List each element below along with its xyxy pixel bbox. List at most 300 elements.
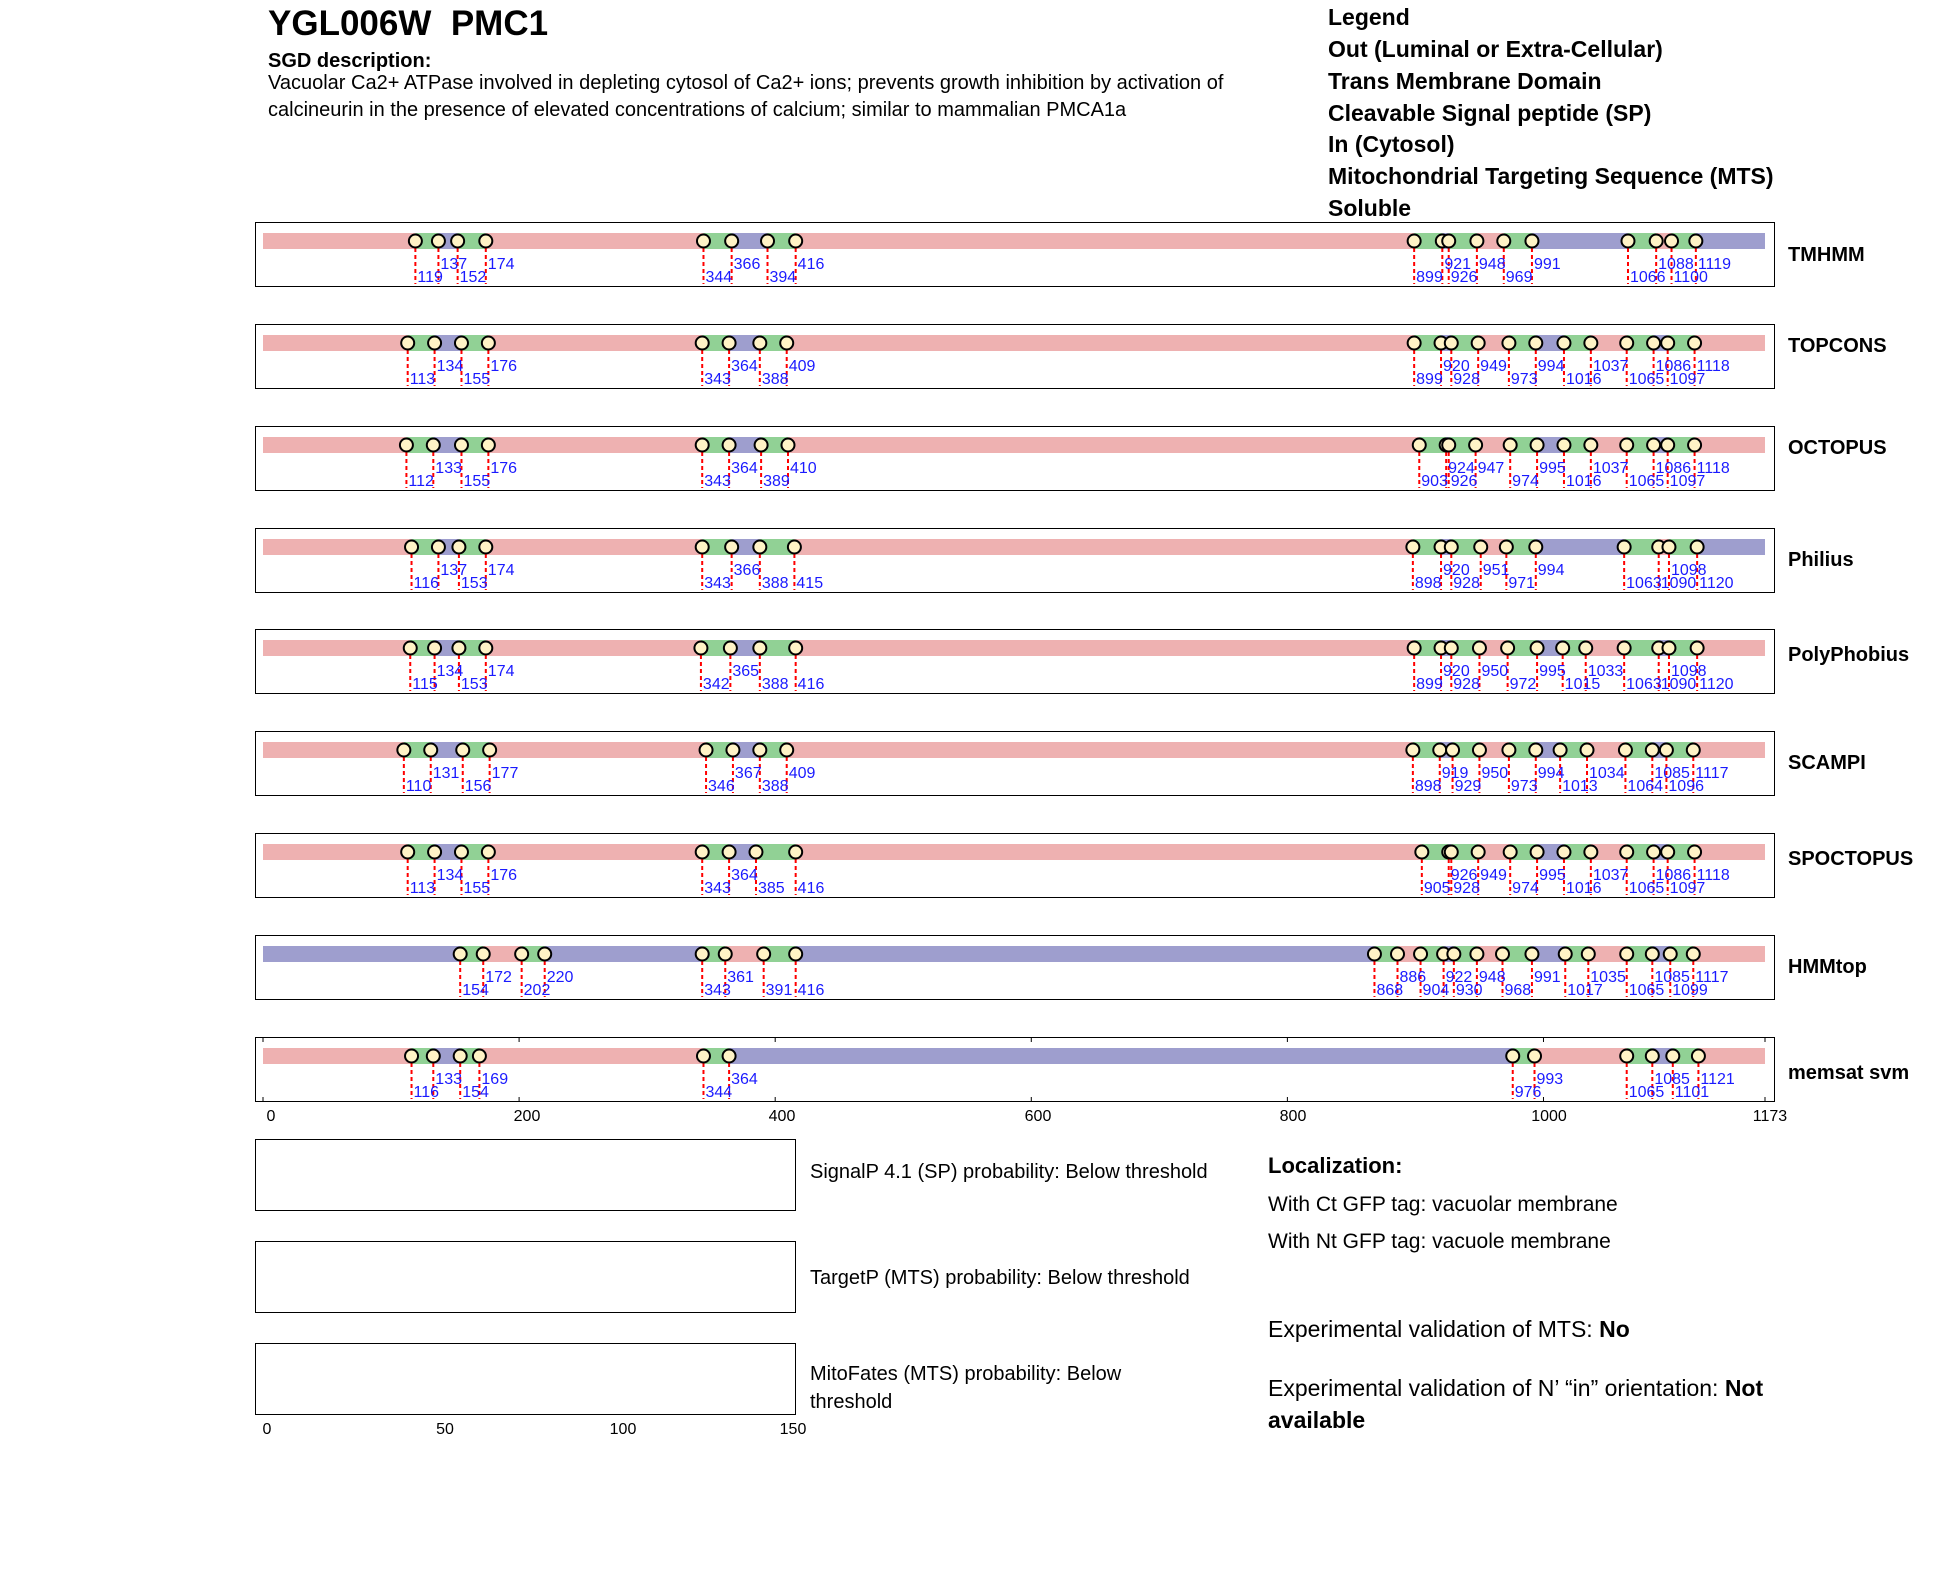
sgd-description: Vacuolar Ca2+ ATPase involved in depleting cytosol of Ca2+ ions; prevents growth inhibition by activation of calcineurin in the presence of elevated concentrations of calcium; similar to mammalian PMCA1a — [268, 72, 1224, 121]
boundary-marker — [1620, 337, 1633, 350]
boundary-marker — [479, 235, 492, 248]
boundary-marker — [1433, 744, 1446, 757]
boundary-label: 974 — [1512, 473, 1539, 490]
boundary-label: 410 — [789, 460, 817, 477]
segment-in — [788, 437, 1419, 453]
boundary-label: 409 — [788, 358, 816, 375]
boundary-label: 1090 — [1660, 575, 1697, 592]
boundary-marker — [753, 337, 766, 350]
boundary-label: 155 — [463, 473, 491, 490]
sgd-heading: SGD description: — [268, 50, 432, 72]
boundary-label: 1013 — [1562, 778, 1598, 795]
boundary-label: 134 — [436, 867, 464, 884]
boundary-label: 153 — [460, 575, 488, 592]
boundary-marker — [1531, 642, 1544, 655]
experimental-orientation-label: Experimental validation of N’ “in” orientation: — [1268, 1375, 1725, 1401]
boundary-marker — [1666, 1050, 1679, 1063]
boundary-label: 949 — [1480, 358, 1507, 375]
boundary-marker — [1691, 642, 1704, 655]
boundary-label: 928 — [1453, 676, 1480, 693]
boundary-marker — [405, 1050, 418, 1063]
boundary-label: 1121 — [1700, 1071, 1735, 1088]
boundary-label: 1097 — [1669, 371, 1706, 388]
segment-in — [486, 233, 704, 249]
boundary-marker — [1445, 846, 1458, 859]
boundary-label: 116 — [413, 1084, 440, 1101]
segment-in — [1535, 1048, 1627, 1064]
boundary-label: 928 — [1453, 880, 1480, 897]
boundary-marker — [1408, 642, 1421, 655]
boundary-label: 1065 — [1628, 880, 1665, 897]
boundary-marker — [1414, 948, 1427, 961]
boundary-label: 1086 — [1655, 867, 1692, 884]
boundary-label: 116 — [413, 575, 440, 592]
boundary-label: 388 — [761, 676, 789, 693]
signalp-plot — [255, 1139, 796, 1211]
boundary-label: 926 — [1450, 269, 1478, 286]
boundary-label: 994 — [1537, 562, 1565, 579]
boundary-label: 904 — [1422, 982, 1450, 999]
boundary-marker — [694, 642, 707, 655]
boundary-marker — [1620, 948, 1633, 961]
boundary-label: 976 — [1514, 1084, 1542, 1101]
page-title: YGL006W PMC1 — [268, 4, 549, 43]
boundary-marker — [1474, 541, 1487, 554]
boundary-marker — [1525, 948, 1538, 961]
boundary-label: 137 — [440, 562, 468, 579]
boundary-label: 174 — [487, 562, 515, 579]
boundary-marker — [723, 439, 736, 452]
segment-in — [1695, 335, 1765, 351]
boundary-label: 389 — [763, 473, 790, 490]
boundary-marker — [455, 439, 468, 452]
boundary-label: 974 — [1512, 880, 1539, 897]
boundary-marker — [456, 744, 469, 757]
boundary-marker — [726, 744, 739, 757]
boundary-marker — [1621, 235, 1634, 248]
boundary-label: 364 — [731, 867, 758, 884]
track-name-scampi: SCAMPI — [1788, 752, 1866, 774]
legend-item-sp: Cleavable Signal peptide (SP) — [1328, 100, 1652, 126]
segment-in — [796, 844, 1422, 860]
boundary-label: 361 — [727, 969, 754, 986]
boundary-marker — [1646, 1050, 1659, 1063]
segment-in — [263, 1048, 412, 1064]
boundary-marker — [1496, 948, 1509, 961]
boundary-marker — [1556, 642, 1569, 655]
boundary-label: 1118 — [1696, 460, 1730, 477]
boundary-marker — [780, 337, 793, 350]
segment-in — [787, 742, 1413, 758]
boundary-label: 973 — [1510, 778, 1538, 795]
boundary-marker — [1687, 948, 1700, 961]
boundary-marker — [1581, 744, 1594, 757]
boundary-label: 973 — [1510, 371, 1538, 388]
boundary-label: 343 — [704, 575, 731, 592]
boundary-marker — [725, 235, 738, 248]
boundary-label: 949 — [1480, 867, 1507, 884]
boundary-label: 110 — [405, 778, 432, 795]
boundary-label: 972 — [1509, 676, 1537, 693]
boundary-label: 388 — [761, 778, 789, 795]
boundary-label: 177 — [491, 765, 519, 782]
boundary-label: 169 — [481, 1071, 509, 1088]
boundary-label: 928 — [1453, 575, 1480, 592]
boundary-label: 343 — [704, 473, 731, 490]
boundary-marker — [1502, 337, 1515, 350]
boundary-label: 220 — [546, 969, 574, 986]
segment-in — [1693, 742, 1765, 758]
boundary-marker — [1445, 337, 1458, 350]
boundary-label: 112 — [408, 473, 434, 490]
segment-in — [1697, 640, 1765, 656]
boundary-label: 1085 — [1654, 765, 1690, 782]
boundary-marker — [696, 948, 709, 961]
boundary-marker — [1406, 744, 1419, 757]
boundary-marker — [452, 541, 465, 554]
segment-in — [1695, 844, 1765, 860]
boundary-marker — [1506, 1050, 1519, 1063]
boundary-marker — [1391, 948, 1404, 961]
boundary-marker — [696, 541, 709, 554]
boundary-marker — [723, 1050, 736, 1063]
boundary-marker — [1445, 541, 1458, 554]
boundary-label: 968 — [1504, 982, 1532, 999]
boundary-marker — [1650, 235, 1663, 248]
boundary-marker — [1531, 439, 1544, 452]
boundary-marker — [455, 846, 468, 859]
boundary-marker — [1406, 541, 1419, 554]
legend-item-out: Out (Luminal or Extra-Cellular) — [1328, 36, 1663, 62]
boundary-label: 994 — [1537, 765, 1565, 782]
boundary-label: 1016 — [1565, 473, 1602, 490]
boundary-marker — [1665, 235, 1678, 248]
boundary-label: 1017 — [1567, 982, 1603, 999]
boundary-marker — [1584, 846, 1597, 859]
boundary-label: 153 — [460, 676, 488, 693]
boundary-marker — [1688, 439, 1701, 452]
boundary-label: 115 — [412, 676, 438, 693]
boundary-marker — [1618, 642, 1631, 655]
boundary-marker — [452, 642, 465, 655]
boundary-marker — [454, 948, 467, 961]
boundary-marker — [723, 337, 736, 350]
legend-item-mts: Mitochondrial Targeting Sequence (MTS) — [1328, 163, 1774, 189]
segment-in — [488, 844, 702, 860]
boundary-marker — [409, 235, 422, 248]
boundary-label: 1097 — [1669, 880, 1706, 897]
boundary-label: 364 — [731, 358, 758, 375]
legend-item-in: In (Cytosol) — [1328, 131, 1455, 157]
boundary-label: 1101 — [1674, 1084, 1710, 1101]
boundary-label: 903 — [1421, 473, 1448, 490]
boundary-label: 991 — [1533, 256, 1561, 273]
boundary-marker — [1687, 744, 1700, 757]
boundary-marker — [724, 642, 737, 655]
boundary-label: 409 — [788, 765, 816, 782]
boundary-marker — [753, 744, 766, 757]
boundary-label: 391 — [765, 982, 793, 999]
boundary-marker — [538, 948, 551, 961]
boundary-label: 1117 — [1695, 765, 1729, 782]
boundary-marker — [1497, 235, 1510, 248]
boundary-label: 416 — [797, 676, 825, 693]
boundary-marker — [1646, 744, 1659, 757]
boundary-marker — [1691, 541, 1704, 554]
boundary-label: 174 — [487, 663, 515, 680]
boundary-label: 1034 — [1589, 765, 1625, 782]
boundary-marker — [696, 337, 709, 350]
boundary-label: 365 — [732, 663, 760, 680]
boundary-marker — [789, 948, 802, 961]
boundary-marker — [483, 744, 496, 757]
boundary-label: 947 — [1477, 460, 1505, 477]
boundary-label: 154 — [462, 982, 489, 999]
boundary-marker — [1688, 337, 1701, 350]
segment-in — [1693, 946, 1765, 962]
boundary-marker — [1470, 235, 1483, 248]
boundary-marker — [428, 337, 441, 350]
targetp-label: TargetP (MTS) probability: Below threshold — [810, 1267, 1190, 1289]
boundary-label: 948 — [1478, 256, 1506, 273]
boundary-label: 364 — [731, 1071, 758, 1088]
boundary-label: 995 — [1539, 460, 1566, 477]
boundary-marker — [788, 541, 801, 554]
boundary-marker — [1473, 642, 1486, 655]
boundary-label: 343 — [704, 982, 731, 999]
boundary-label: 364 — [731, 460, 758, 477]
boundary-label: 905 — [1423, 880, 1451, 897]
boundary-label: 920 — [1443, 663, 1470, 680]
boundary-label: 1098 — [1670, 663, 1707, 680]
boundary-label: 919 — [1441, 765, 1469, 782]
boundary-marker — [1618, 541, 1631, 554]
boundary-label: 154 — [462, 1084, 489, 1101]
segment-out — [263, 946, 460, 962]
boundary-marker — [1620, 439, 1633, 452]
boundary-label: 1063 — [1626, 676, 1662, 693]
boundary-marker — [780, 744, 793, 757]
track-name-polyphobius: PolyPhobius — [1788, 644, 1910, 666]
boundary-marker — [1529, 541, 1542, 554]
boundary-label: 1065 — [1628, 473, 1665, 490]
boundary-marker — [1661, 337, 1674, 350]
legend-title: Legend — [1328, 4, 1410, 30]
segment-in — [263, 844, 408, 860]
boundary-label: 1085 — [1654, 1071, 1690, 1088]
boundary-label: 133 — [435, 1071, 463, 1088]
boundary-marker — [515, 948, 528, 961]
boundary-marker — [1692, 1050, 1705, 1063]
boundary-marker — [1559, 948, 1572, 961]
axis-tick-label: 1000 — [1531, 1108, 1567, 1125]
segment-in — [479, 1048, 703, 1064]
boundary-marker — [1531, 846, 1544, 859]
boundary-label: 993 — [1536, 1071, 1564, 1088]
boundary-label: 416 — [797, 982, 825, 999]
boundary-label: 920 — [1443, 562, 1470, 579]
experimental-mts-value: No — [1599, 1316, 1630, 1342]
boundary-marker — [1582, 948, 1595, 961]
boundary-marker — [697, 1050, 710, 1063]
boundary-label: 385 — [757, 880, 785, 897]
boundary-marker — [401, 846, 414, 859]
prob-axis-tick: 0 — [262, 1421, 272, 1438]
boundary-marker — [482, 337, 495, 350]
segment-in — [486, 640, 701, 656]
boundary-label: 929 — [1454, 778, 1482, 795]
boundary-label: 995 — [1539, 867, 1566, 884]
boundary-marker — [1442, 439, 1455, 452]
track-name-topcons: TOPCONS — [1788, 335, 1887, 357]
boundary-label: 342 — [702, 676, 730, 693]
boundary-marker — [1688, 846, 1701, 859]
boundary-label: 971 — [1508, 575, 1536, 592]
boundary-label: 1015 — [1564, 676, 1601, 693]
boundary-label: 920 — [1443, 358, 1470, 375]
boundary-marker — [757, 948, 770, 961]
boundary-marker — [455, 337, 468, 350]
boundary-marker — [789, 642, 802, 655]
boundary-label: 346 — [708, 778, 735, 795]
boundary-marker — [1661, 439, 1674, 452]
prob-axis-tick: 50 — [436, 1421, 454, 1438]
boundary-label: 155 — [463, 371, 491, 388]
boundary-marker — [1647, 439, 1660, 452]
localization-nt-gfp: With Nt GFP tag: vacuole membrane — [1268, 1230, 1611, 1253]
boundary-label: 152 — [459, 269, 487, 286]
boundary-label: 1064 — [1627, 778, 1664, 795]
boundary-marker — [719, 948, 732, 961]
boundary-label: 176 — [490, 358, 518, 375]
boundary-marker — [696, 439, 709, 452]
boundary-marker — [428, 642, 441, 655]
boundary-label: 924 — [1448, 460, 1475, 477]
track-name-octopus: OCTOPUS — [1788, 437, 1887, 459]
boundary-label: 1066 — [1629, 269, 1666, 286]
segment-in — [263, 233, 415, 249]
boundary-marker — [477, 948, 490, 961]
boundary-marker — [1413, 439, 1426, 452]
boundary-marker — [404, 642, 417, 655]
track-name-spoctopus: SPOCTOPUS — [1788, 848, 1914, 870]
boundary-label: 1085 — [1654, 969, 1690, 986]
boundary-marker — [400, 439, 413, 452]
boundary-marker — [1502, 744, 1515, 757]
boundary-label: 1099 — [1672, 982, 1708, 999]
segment-in — [263, 437, 406, 453]
localization-ct-gfp: With Ct GFP tag: vacuolar membrane — [1268, 1193, 1618, 1216]
boundary-marker — [761, 235, 774, 248]
prob-axis-tick: 150 — [779, 1421, 807, 1438]
boundary-marker — [1620, 846, 1633, 859]
axis-tick-label: 200 — [513, 1108, 541, 1125]
segment-in — [486, 539, 702, 555]
boundary-label: 926 — [1450, 867, 1478, 884]
boundary-label: 1065 — [1628, 371, 1665, 388]
boundary-marker — [1557, 439, 1570, 452]
boundary-label: 899 — [1416, 269, 1443, 286]
segment-in — [1695, 437, 1765, 453]
boundary-marker — [1664, 948, 1677, 961]
boundary-label: 1119 — [1697, 256, 1732, 273]
boundary-marker — [1525, 235, 1538, 248]
boundary-label: 994 — [1537, 358, 1565, 375]
segment-in — [263, 335, 408, 351]
boundary-marker — [1442, 235, 1455, 248]
boundary-label: 172 — [485, 969, 512, 986]
boundary-marker — [1660, 744, 1673, 757]
segment-out — [796, 946, 1375, 962]
boundary-marker — [1647, 846, 1660, 859]
boundary-marker — [1501, 642, 1514, 655]
mitofates-label: MitoFates (MTS) probability: Below threshold — [810, 1363, 1122, 1413]
boundary-label: 991 — [1533, 969, 1561, 986]
boundary-marker — [1620, 1050, 1633, 1063]
boundary-label: 1118 — [1696, 358, 1730, 375]
boundary-marker — [1662, 541, 1675, 554]
boundary-marker — [479, 642, 492, 655]
boundary-label: 948 — [1478, 969, 1506, 986]
boundary-marker — [1584, 337, 1597, 350]
segment-out — [1532, 233, 1628, 249]
boundary-label: 134 — [436, 663, 464, 680]
boundary-label: 1120 — [1699, 676, 1734, 693]
boundary-marker — [1446, 744, 1459, 757]
boundary-marker — [1554, 744, 1567, 757]
boundary-marker — [401, 337, 414, 350]
boundary-marker — [1445, 642, 1458, 655]
boundary-label: 156 — [464, 778, 492, 795]
segment-in — [787, 335, 1414, 351]
boundary-label: 1118 — [1696, 867, 1730, 884]
boundary-label: 886 — [1399, 969, 1427, 986]
boundary-marker — [789, 235, 802, 248]
experimental-mts — [1268, 1313, 1828, 1345]
boundary-label: 343 — [704, 880, 731, 897]
boundary-marker — [753, 642, 766, 655]
boundary-marker — [723, 846, 736, 859]
boundary-marker — [1408, 235, 1421, 248]
experimental-mts-label: Experimental validation of MTS: — [1268, 1316, 1600, 1342]
boundary-marker — [1557, 337, 1570, 350]
boundary-marker — [1584, 439, 1597, 452]
segment-out — [1696, 233, 1765, 249]
boundary-label: 134 — [436, 358, 464, 375]
boundary-label: 1090 — [1660, 676, 1697, 693]
boundary-label: 922 — [1445, 969, 1473, 986]
boundary-label: 1096 — [1668, 778, 1704, 795]
signalp-label: SignalP 4.1 (SP) probability: Below threshold — [810, 1161, 1208, 1183]
boundary-label: 926 — [1450, 473, 1478, 490]
boundary-marker — [1500, 541, 1513, 554]
boundary-label: 416 — [797, 880, 825, 897]
boundary-label: 202 — [523, 982, 551, 999]
boundary-marker — [696, 846, 709, 859]
boundary-label: 388 — [761, 575, 789, 592]
boundary-label: 1065 — [1628, 1084, 1665, 1101]
boundary-marker — [482, 439, 495, 452]
segment-in — [1698, 1048, 1765, 1064]
boundary-label: 950 — [1481, 663, 1509, 680]
boundary-marker — [1470, 948, 1483, 961]
boundary-marker — [1447, 948, 1460, 961]
boundary-marker — [1368, 948, 1381, 961]
boundary-marker — [700, 744, 713, 757]
localization-heading: Localization: — [1268, 1153, 1403, 1178]
boundary-marker — [697, 235, 710, 248]
segment-in — [794, 539, 1412, 555]
